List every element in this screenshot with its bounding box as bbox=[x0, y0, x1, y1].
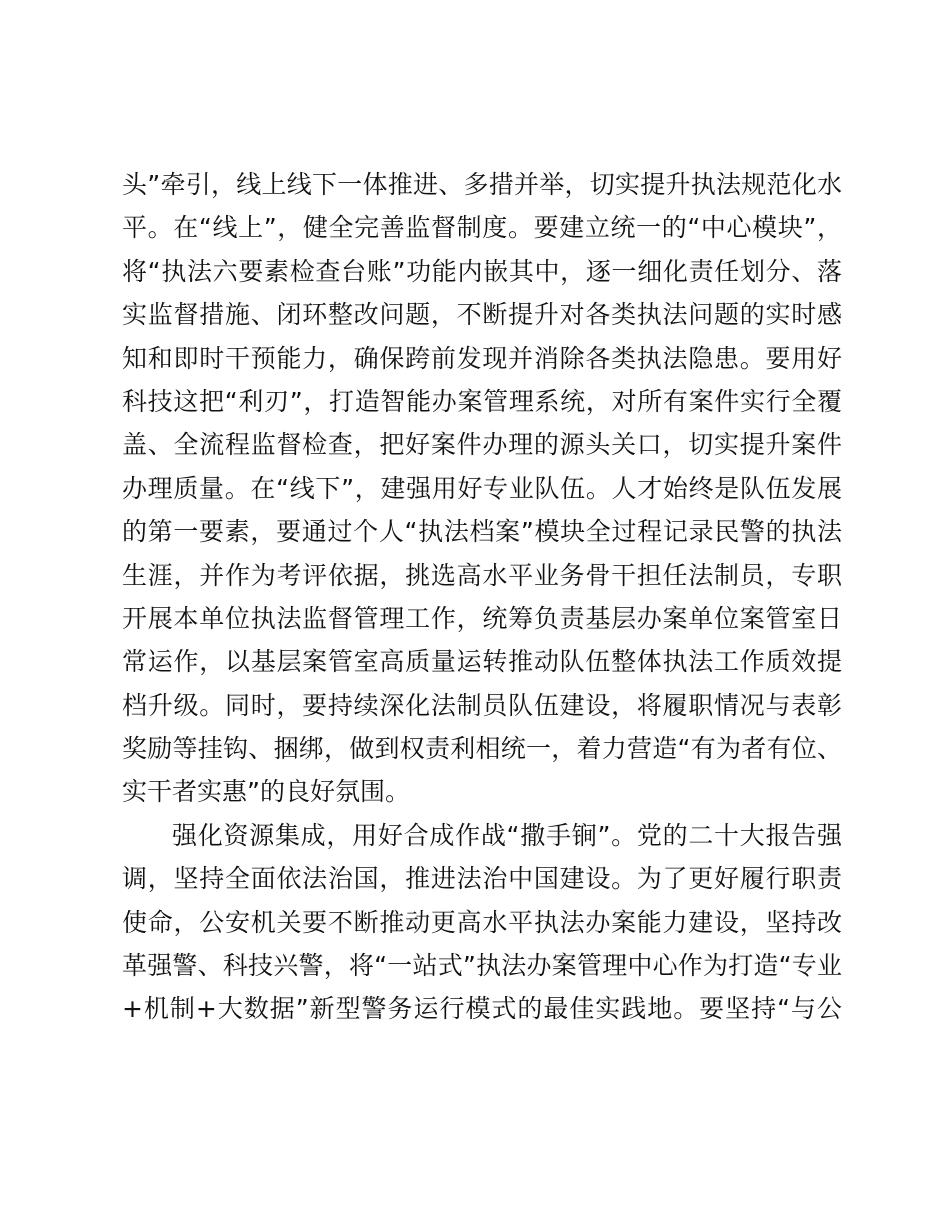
text-line: 办理质量。在“线下”，建强用好专业队伍。人才始终是队伍发展 bbox=[122, 473, 842, 503]
text-line: 革强警、科技兴警，将“一站式”执法办案管理中心作为打造“专业 bbox=[122, 951, 842, 981]
text-line: 生涯，并作为考评依据，挑选高水平业务骨干担任法制员，专职 bbox=[122, 560, 842, 590]
text-line: 奖励等挂钩、捆绑，做到权责利相统一，着力营造“有为者有位、 bbox=[122, 734, 842, 764]
paragraph-start-line: 强化资源集成，用好合成作战“撒手锏”。党的二十大报告强 bbox=[172, 820, 842, 850]
paragraph-end-line: 实干者实惠”的良好氛围。 bbox=[122, 777, 410, 807]
text-line: 科技这把“利刃”，打造智能办案管理系统，对所有案件实行全覆 bbox=[122, 386, 842, 416]
text-line: 使命，公安机关要不断推动更高水平执法办案能力建设，坚持改 bbox=[122, 907, 842, 937]
text-line: 档升级。同时，要持续深化法制员队伍建设，将履职情况与表彰 bbox=[122, 690, 842, 720]
text-line: +机制+大数据”新型警务运行模式的最佳实践地。要坚持“与公 bbox=[122, 994, 842, 1024]
text-line: 实监督措施、闭环整改问题，不断提升对各类执法问题的实时感 bbox=[122, 300, 842, 330]
text-line: 开展本单位执法监督管理工作，统筹负责基层办案单位案管室日 bbox=[122, 603, 842, 633]
text-line: 常运作，以基层案管室高质量运转推动队伍整体执法工作质效提 bbox=[122, 647, 842, 677]
text-line: 头”牵引，线上线下一体推进、多措并举，切实提升执法规范化水 bbox=[122, 170, 842, 199]
body-text bbox=[122, 163, 842, 1031]
text-line: 调，坚持全面依法治国，推进法治中国建设。为了更好履行职责 bbox=[122, 864, 842, 894]
text-line: 将“执法六要素检查台账”功能内嵌其中，逐一细化责任划分、落 bbox=[122, 256, 842, 286]
text-line: 平。在“线上”，健全完善监督制度。要建立统一的“中心模块”， bbox=[122, 213, 842, 243]
text-line: 知和即时干预能力，确保跨前发现并消除各类执法隐患。要用好 bbox=[122, 343, 842, 373]
text-line: 盖、全流程监督检查，把好案件办理的源头关口，切实提升案件 bbox=[122, 430, 842, 460]
text-line: 的第一要素，要通过个人“执法档案”模块全过程记录民警的执法 bbox=[122, 517, 842, 547]
